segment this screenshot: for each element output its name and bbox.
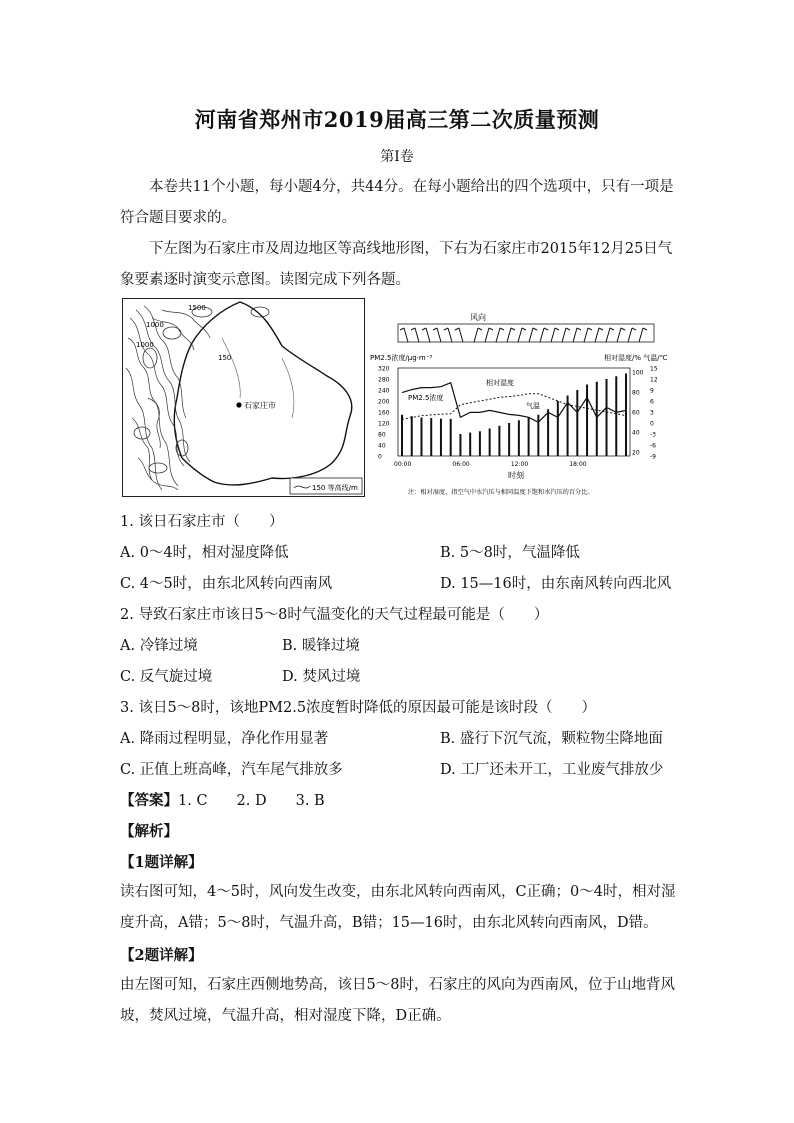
wind-barb-flag [599,328,603,330]
contour-label: 1000 [146,321,164,329]
pm-bar [625,374,627,457]
answer-line [120,789,325,810]
contour-label: 1000 [136,341,154,349]
series-label-temp: 气温 [526,402,540,410]
wind-barb [584,328,588,342]
series-label-humidity: 相对湿度 [486,379,514,387]
series-label-pm: PM2.5浓度 [408,394,444,402]
city-label: 石家庄市 [244,401,276,410]
wind-barb [437,328,441,342]
x-tick-label: 06:00 [452,461,470,468]
q1-analysis-label: 【1题详解】 [120,854,203,871]
q2-option-c: C. 反气旋过境 [120,669,213,685]
chart-note: 注：相对湿度，指空气中水汽压与相同温度下饱和水汽压的百分比。 [408,489,594,496]
wind-barb-flag [621,328,625,330]
wind-barb-flag [555,328,559,330]
wind-barb [540,328,544,342]
left-tick-label: 200 [378,398,390,406]
intro-paragraph: 本卷共11个小题，每小题4分，共44分。在每小题给出的四个选项中，只有一项是符合题目要求的。 [120,179,674,226]
q3-option-c: C. 正值上班高峰，汽车尾气排放多 [120,762,343,778]
left-tick-label: 0 [378,453,382,461]
wind-barb-flag [588,328,592,330]
wind-barb-flag [455,328,459,330]
wind-barb-flag [444,328,448,330]
volume-label: 第Ⅰ卷 [380,149,414,165]
wind-barb-flag [400,328,404,330]
pm-bar [450,419,452,456]
left-tick-label: 40 [378,442,386,450]
left-tick-label: 280 [378,376,390,384]
wind-barb [639,328,643,342]
wind-barb [474,328,478,342]
wind-barb [459,328,463,342]
wind-barb-flag [478,328,482,330]
wind-barb-flag [610,328,614,330]
wind-barb [507,328,511,342]
wind-barb-flag [411,328,415,330]
analysis-label: 【解析】 [120,823,178,840]
x-tick-label: 12:00 [510,461,529,468]
rh-tick-label: 20 [632,449,640,457]
pm-bar [459,434,461,456]
wind-barb-flag [643,328,647,330]
q1-analysis-text: 读右图可知，4～5时，风向发生改变，由东北风转向西南风，C正确；0～4时，相对湿度升高，A错；5～8时，气温升高，B错；15—16时，由东北风转向西南风，D错。 [120,884,676,931]
q3-option-d: D. 工厂还未开工，工业废气排放少 [440,762,664,778]
rh-tick-label: 60 [632,409,640,417]
wind-barb [485,328,489,342]
left-tick-label: 160 [378,409,390,417]
city-marker [236,402,241,407]
wind-barb [617,328,621,342]
t-tick-label: 9 [650,387,654,395]
answer-text: 1. C 2. D 3. B [178,793,325,809]
pm-bar [586,385,588,457]
pm-bar [606,379,608,456]
pm-bar [411,416,413,456]
left-tick-label: 80 [378,431,386,439]
question-2-stem: 2. 导致石家庄市该日5～8时气温变化的天气过程最可能是（ ） [120,607,549,623]
pm-bar [440,419,442,456]
wind-barb [415,328,419,342]
wind-barb [426,328,430,342]
pm-bar [547,409,549,456]
wind-barb [551,328,555,342]
contour-label: 150 [218,354,232,362]
pm-bar [430,418,432,456]
pm-bar [479,431,481,456]
weather-chart [368,298,668,502]
x-axis-title: 时刻 [508,471,524,480]
pm-bar [596,382,598,456]
t-tick-label: 6 [650,398,654,406]
contour-label: 1500 [188,304,206,312]
wind-label: 风向 [470,313,486,322]
wind-barb [606,328,610,342]
q1-option-c: C. 4～5时，由东北风转向西南风 [120,576,333,592]
q2-option-d: D. 焚风过境 [282,669,361,685]
question-3-stem: 3. 该日5～8时，该地PM2.5浓度暂时降低的原因最可能是该时段（ ） [120,700,597,716]
wind-barb [573,328,577,342]
q2-option-b: B. 暖锋过境 [282,638,360,654]
left-tick-label: 120 [378,420,390,428]
rh-tick-label: 80 [632,389,640,397]
wind-barb [595,328,599,342]
q1-option-b: B. 5～8时，气温降低 [440,545,580,561]
wind-barb-flag [577,328,581,330]
rh-tick-label: 40 [632,429,640,437]
wind-barb-flag [566,328,570,330]
wind-barb-flag [511,328,515,330]
wind-barb [529,328,533,342]
wind-barb [496,328,500,342]
wind-barb-flag [522,328,526,330]
stem-paragraph: 下左图为石家庄市及周边地区等高线地形图，下右为石家庄市2015年12月25日气象要素逐时演变示意图。读图完成下列各题。 [120,241,673,288]
wind-barb-flag [533,328,537,330]
pm-bar [615,376,617,456]
wind-barb [628,328,632,342]
wind-barb-flag [544,328,548,330]
q2-analysis-label: 【2题详解】 [120,947,203,964]
right-axis-title: 相对湿度/% 气温/℃ [604,354,668,362]
pm-axis-title: PM2.5浓度/μg·m⁻³ [370,354,433,362]
x-tick-label: 00:00 [394,461,412,468]
q3-option-b: B. 盛行下沉气流，颗粒物尘降地面 [440,731,663,747]
answer-label: 【答案】 [120,792,178,809]
pm-bar [557,401,559,456]
wind-barb-flag [632,328,636,330]
t-tick-label: -6 [650,442,656,450]
wind-barb-flag [433,328,437,330]
pm-bar [401,415,403,456]
pm-bar [528,418,530,457]
pm-bar [508,423,510,456]
q1-option-a: A. 0～4时，相对湿度降低 [120,545,289,561]
wind-barb-flag [500,328,504,330]
t-tick-label: -9 [650,453,656,461]
humidity-line [402,383,626,423]
t-tick-label: -3 [650,431,656,439]
wind-barb-flag [422,328,426,330]
pm-bar [518,420,520,456]
wind-barb [562,328,566,342]
question-1-stem: 1. 该日石家庄市（ ） [120,514,284,530]
contour-map [122,298,365,497]
map-legend: 150 等高线/m [312,484,358,492]
wind-barb [518,328,522,342]
pm-bar [498,426,500,456]
t-tick-label: 0 [650,420,654,428]
left-tick-label: 320 [378,365,390,373]
q2-option-a: A. 冷锋过境 [120,638,198,654]
t-tick-label: 15 [650,365,658,373]
pm-bar [489,429,491,457]
pm-bar [576,390,578,456]
pm-bar [420,418,422,457]
wind-barb [404,328,408,342]
wind-barb [448,328,452,342]
t-tick-label: 3 [650,409,654,417]
left-tick-label: 240 [378,387,390,395]
wind-barb-flag [489,328,493,330]
rh-tick-label: 100 [632,369,644,377]
q3-option-a: A. 降雨过程明显，净化作用显著 [120,731,329,747]
q1-option-d: D. 15—16时，由东南风转向西北风 [440,576,672,592]
x-tick-label: 18:00 [569,461,587,468]
t-tick-label: 12 [650,376,658,384]
page-title: 河南省郑州市2019届高三第二次质量预测 [194,107,600,132]
q2-analysis-text: 由左图可知，石家庄西侧地势高，该日5～8时，石家庄的风向为西南风，位于山地背风坡，焚风过境，气温升高，相对湿度下降，D正确。 [120,977,675,1024]
pm-bar [469,433,471,456]
